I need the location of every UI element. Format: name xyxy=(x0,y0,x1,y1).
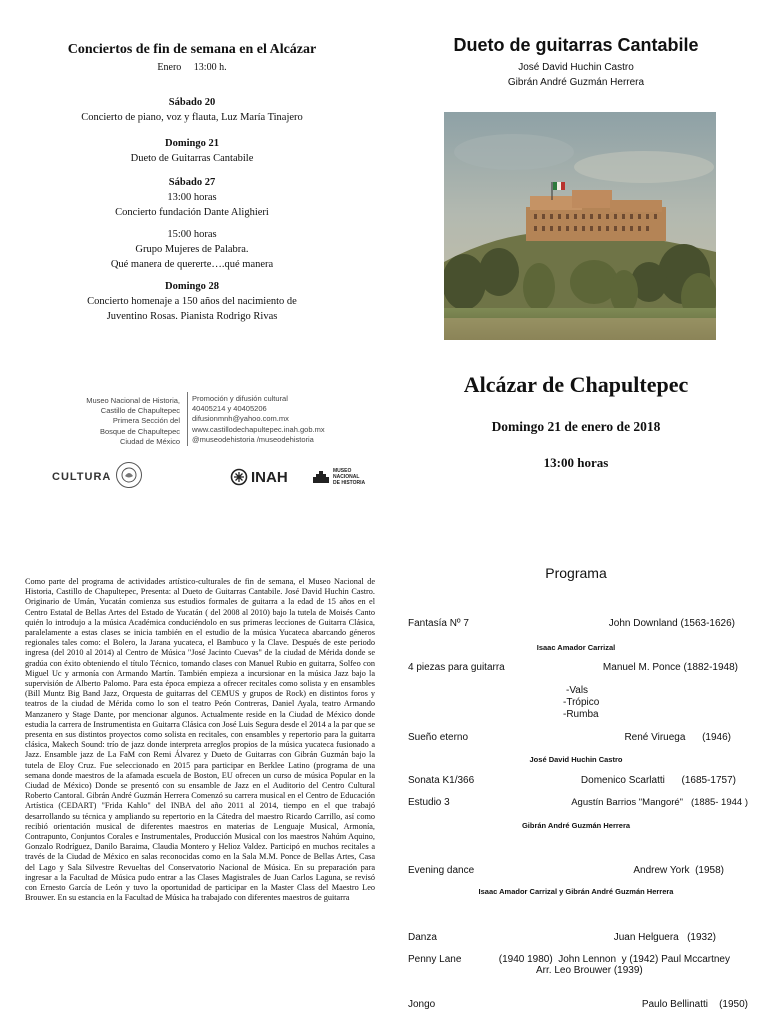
event-day: Sábado 27 xyxy=(168,177,216,188)
chapultepec-castle-painting xyxy=(444,112,716,340)
piece-title: Jongo xyxy=(408,999,436,1010)
event-line: 15:00 horas xyxy=(167,229,217,240)
event-sun-28 xyxy=(20,279,364,324)
institution-address xyxy=(25,396,180,447)
event-day: Domingo 21 xyxy=(165,138,219,149)
event-line: Juventino Rosas. Pianista Rodrigo Rivas xyxy=(106,311,278,322)
concerts-panel xyxy=(0,0,384,540)
piece-composer: Paulo Bellinatti (1950) xyxy=(641,999,748,1010)
contact-social[interactable]: @museodehistoria /museodehistoria xyxy=(192,434,314,444)
institution-contact xyxy=(192,394,382,445)
event-line: 13:00 horas xyxy=(167,192,217,203)
piece-performer: José David Huchin Castro xyxy=(529,755,623,764)
event-sat-20 xyxy=(20,95,364,125)
piece-performer: Gibrán André Guzmán Herrera xyxy=(521,821,631,830)
contact-phone: 40405214 y 40405206 xyxy=(192,404,267,414)
concerts-month: Enero 13:00 h. xyxy=(157,62,227,73)
contact-line: Promoción y difusión cultural xyxy=(192,394,288,403)
piece-title: Penny Lane xyxy=(408,954,462,965)
program-title: Programa xyxy=(545,565,607,581)
performer-name: Gibrán André Guzmán Herrera xyxy=(507,77,645,88)
event-day: Domingo 28 xyxy=(165,281,219,292)
piece-performer: Isaac Amador Carrizal y Gibrán André Guzmán Herrera xyxy=(478,887,674,896)
contact-website[interactable]: www.castillodechapultepec.inah.gob.mx xyxy=(192,424,325,434)
event-sun-21 xyxy=(20,136,364,166)
address-divider xyxy=(187,392,188,446)
event-line: Concierto de piano, voz y flauta, Luz María Tinajero xyxy=(81,112,303,123)
piece-composer: Domenico Scarlatti (1685-1757) xyxy=(580,775,736,786)
piece-title: Sueño eterno xyxy=(408,732,469,743)
event-line: Dueto de Guitarras Cantabile xyxy=(130,153,254,164)
event-sat-27 xyxy=(20,175,364,220)
cover-title: Dueto de guitarras Cantabile xyxy=(453,35,699,55)
museo-nacional-logo xyxy=(312,462,365,492)
inah-emblem-icon xyxy=(230,468,248,486)
event-sat-27-second xyxy=(20,227,364,272)
address-line: Primera Sección del xyxy=(112,416,180,426)
cultura-logo: CULTURA xyxy=(52,471,112,483)
address-line: Bosque de Chapultepec xyxy=(99,426,180,436)
inah-logo xyxy=(230,462,288,492)
piece-movement: -Vals xyxy=(566,685,589,696)
biography-text: Como parte del programa de actividades artístico-culturales de fin de semana, el Museo Nacional de Historia, Castillo de Chapultepec, Presenta: al Dueto de Guitarras Cantabile. José David Huchin Castro. Originario de Umán, Yucatán comienza sus estudios formales de guitarra a la edad de 15 años en el Centro Estatal de Bellas Artes del Estado de Yucatán ( del 2008 al 2010) bajo la tutela de Moisés Canto quién lo introdujo a la música Académica conduciéndolo en sus primeras lecciones de Guitarra Clásica, paralelamente a estas clases se inicia también en el estudio de la música Yucateca abarcando géneros regionales tales como: el Bolero, la Jarana yucateca, el Bambuco y la Clave. Después de este periodo ingresa (del 2010 al 2014) al Centro de Música "José Jacinto Cuevas" de la ciudad de Mérida donde se gradúa con éxito obteniendo el título Técnico, tomando clases con Manuel Rubio en guitarra, Solfeo con Miguel Uc y armonía con Armando Martín. También empieza a incursionar en la música Jazz bajo la supervisión de Alberto Palomo. Para esta época empieza a ofrecer recitales como solista y en ensambles (Bill Muntz Big Band Jazz, Orquesta de guitarras del CEMUS y grupos de Rock) en distintos foros y teatros de la ciudad de Mérida como lo son el teatro Peón Contreras, Daniel Ayala, teatro Armando Manzanero y Stage Dante, por mencionar algunos. Actualmente reside en la Ciudad de México donde estudia la carrera de Instrumentista en Guitarra Clásica con José Luis Segura desde el 2014 a la par que se presenta en sus distintos proyectos como solista en recitales, con ensambles y repertorio para la guitarra clásica, Makech Sound: trío de jazz donde interpreta arreglos propios de la música yucateca fusionado a Jazz. Ensamble jazz de La FaM con Remi Álvarez y Dueto de Guitarras con Gibrán Guzmán bajo la tutela de Eloy Cruz. Fue seleccionado en 2015 para participar en Berklee Latino (programa de una semana donde maestros de la afamada escuela de Boston, EU ofrecen un curso de música Popular en la Ciudad de México) Donde se presentó con su ensamble de Jazz en el Auditorio del Centro Cultural Roberto Cantoral. Gibrán André Guzmán Herrera Comenzó su carrera musical en el Centro de Educación Artística (CEDART) "Frida Kahlo" del INBA del año 2011 al 2014, tiempo en el que trabajó desarrollando su técnica y ampliando su repertorio en la Cátedra del maestro Ricardo Carrillo, así como recibió orientación musical de diferentes maestros en materias de Lenguaje Musical, Armonía, Contrapunto, Conjuntos Corales e Instrumentales, Producción Musical con los maestros Nahúm Aquino, Gonzalo Rodríguez, Danilo Baraima, Claudia Montero y Helioz Valdez. Participó en muchos recitales a través de la Ciudad de México en salas reconocidas como en la Sala M.M. Ponce de Bellas Artes, Casa del Lago y Sala Silvestre Revueltas del Conservatorio Nacional de Música. En su preparación para ingresar a la Facultad de Música pudo entrar a las Clases Magistrales de Juan Carlos Laguna, se revisó con Ernesto García de León y tuvo la oportunidad de participar en la Master Class del Maestro Leo Brouwer. En su estancia en la Facultad de Música ha trabajado con diferentes maestros de guitarra xyxy=(25,577,375,903)
mexico-seal-icon xyxy=(116,462,142,488)
piece-composer: Manuel M. Ponce (1882-1948) xyxy=(602,662,738,673)
piece-composer: René Viruega (1946) xyxy=(624,732,731,743)
piece-title: Fantasía Nº 7 xyxy=(408,618,469,629)
address-line: Ciudad de México xyxy=(119,436,180,446)
piece-composer: (1940 1980) John Lennon y (1942) Paul Mccartney xyxy=(498,954,730,965)
inah-logo-text: INAH xyxy=(251,468,288,486)
piece-composer: John Downland (1563-1626) xyxy=(608,618,735,629)
event-line: Concierto homenaje a 150 años del nacimiento de xyxy=(87,296,297,307)
museo-logo-line: MUSEO xyxy=(333,468,352,474)
piece-title: Sonata K1/366 xyxy=(408,775,475,786)
piece-composer: Andrew York (1958) xyxy=(633,865,724,876)
piece-performer: Isaac Amador Carrizal xyxy=(536,643,616,652)
event-time: 13:00 horas xyxy=(543,455,609,470)
performer-name: José David Huchin Castro xyxy=(518,62,634,73)
event-day: Sábado 20 xyxy=(168,97,216,108)
piece-title: Evening dance xyxy=(408,865,475,876)
piece-movement: -Trópico xyxy=(563,697,600,708)
event-line: Qué manera de quererte….qué manera xyxy=(110,259,274,270)
piece-composer: Juan Helguera (1932) xyxy=(613,932,716,943)
piece-movement: -Rumba xyxy=(563,709,599,720)
venue-title: Alcázar de Chapultepec xyxy=(463,372,689,397)
piece-title: Estudio 3 xyxy=(408,797,450,808)
piece-title: 4 piezas para guitarra xyxy=(408,662,505,673)
event-line: Grupo Mujeres de Palabra. xyxy=(135,244,249,255)
piece-title: Danza xyxy=(408,932,437,943)
concerts-title: Conciertos de fin de semana en el Alcázar xyxy=(67,42,317,57)
museo-logo-line: DE HISTORIA xyxy=(333,480,366,486)
piece-composer: Agustín Barrios "Mangoré" (1885- 1944 ) xyxy=(571,797,748,808)
address-line: Museo Nacional de Historia, xyxy=(86,396,180,405)
event-date: Domingo 21 de enero de 2018 xyxy=(491,419,661,434)
address-line: Castillo de Chapultepec xyxy=(100,406,180,416)
museo-logo-line: NACIONAL xyxy=(333,474,360,480)
castle-icon xyxy=(312,470,330,484)
event-line: Concierto fundación Dante Alighieri xyxy=(115,207,269,218)
piece-arrangement: Arr. Leo Brouwer (1939) xyxy=(536,965,643,976)
cover-panel xyxy=(384,0,768,540)
contact-email[interactable]: difusionmnh@yahoo.com.mx xyxy=(192,414,289,424)
